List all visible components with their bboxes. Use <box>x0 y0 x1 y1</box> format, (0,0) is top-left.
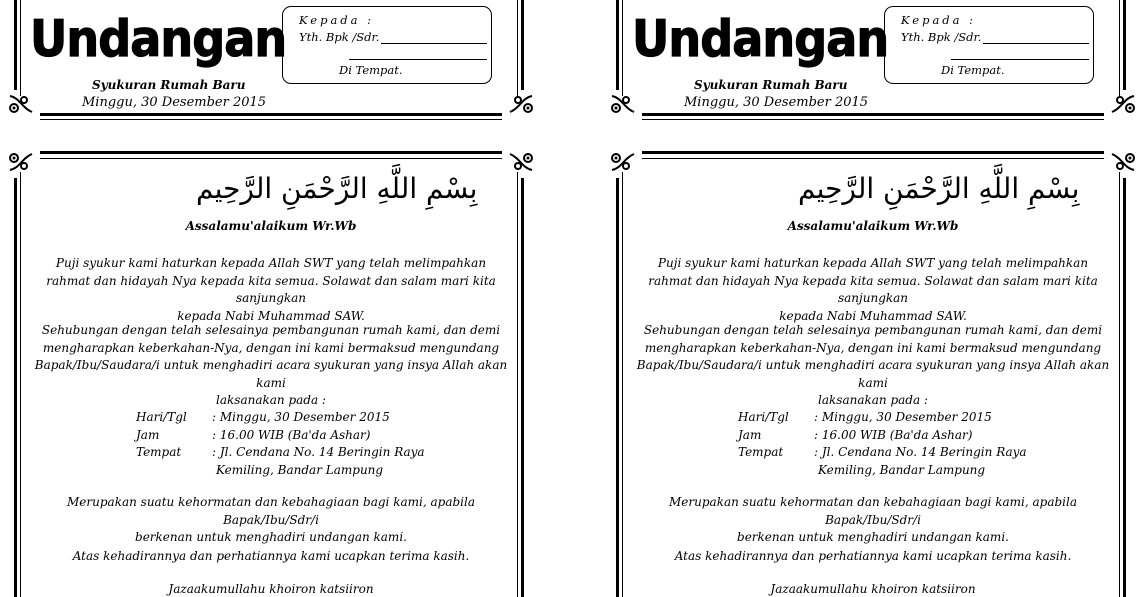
text-line: laksanakan pada : <box>216 393 326 407</box>
address-blank-line <box>951 59 1089 60</box>
address-box <box>282 6 492 84</box>
flourish-ornament-icon <box>608 92 638 118</box>
frame-line <box>642 158 1104 159</box>
frame-line <box>14 178 17 597</box>
day-value: : Minggu, 30 Desember 2015 <box>814 410 992 424</box>
day-label: Hari/Tgl <box>738 410 789 424</box>
invitation-title: Undangan <box>632 10 889 68</box>
greeting: Assalamu'alaikum Wr.Wb <box>185 219 357 233</box>
address-to-label: Kepada : <box>299 13 375 27</box>
flourish-ornament-icon <box>506 92 536 118</box>
flourish-ornament-icon <box>6 92 36 118</box>
frame-line <box>517 172 518 597</box>
time-label: Jam <box>136 427 160 442</box>
text-line: berkenan untuk menghadiri undangan kami. <box>737 530 1009 544</box>
place-value: : Jl. Cendana No. 14 Beringin Raya <box>814 445 1027 459</box>
frame-line <box>622 172 623 597</box>
paragraph-closing: Jazaakumullahu khoiron katsiiron <box>770 582 976 596</box>
text-line: Sehubungan dengan telah selesainya pembangunan rumah kami, dan demi <box>643 323 1103 337</box>
frame-line <box>1123 0 1126 90</box>
frame-line <box>1123 178 1126 597</box>
text-line: Merupakan suatu kehormatan dan kebahagiaan bagi kami, apabila Bapak/Ibu/Sdr/i <box>669 495 1077 527</box>
flourish-ornament-icon <box>608 148 638 174</box>
text-line: Bapak/Ibu/Saudara/i untuk menghadiri acara syukuran yang insya Allah akan kami <box>636 358 1110 390</box>
frame-line <box>622 0 623 96</box>
frame-line <box>1119 172 1120 597</box>
frame-line <box>14 0 17 90</box>
event-date: Minggu, 30 Desember 2015 <box>82 95 267 110</box>
event-date: Minggu, 30 Desember 2015 <box>684 95 869 110</box>
text-line: mengharapkan keberkahan-Nya, dengan ini kami bermaksud mengundang <box>42 340 500 355</box>
flourish-ornament-icon <box>506 148 536 174</box>
address-to-label: Kepada : <box>901 13 977 27</box>
text-line: rahmat dan hidayah Nya kepada kita semua. Solawat dan salam mari kita sanjungkan <box>46 273 496 305</box>
paragraph-purpose <box>628 322 1118 410</box>
frame-line <box>1119 0 1120 96</box>
frame-line <box>642 113 1104 116</box>
frame-line <box>40 113 502 116</box>
frame-line <box>40 119 502 120</box>
address-place-label: Di Tempat. <box>941 63 1005 77</box>
frame-line <box>517 0 518 96</box>
place-value-line2: Kemiling, Bandar Lampung <box>818 462 986 477</box>
invitation-card-left <box>6 0 536 597</box>
text-line: rahmat dan hidayah Nya kepada kita semua. Solawat dan salam mari kita sanjungkan <box>648 273 1098 305</box>
event-details <box>136 409 425 479</box>
place-label: Tempat <box>738 445 784 459</box>
address-blank-line <box>381 43 487 44</box>
place-label: Tempat <box>136 445 182 459</box>
address-blank-line <box>349 59 487 60</box>
frame-line <box>521 0 524 90</box>
time-label: Jam <box>738 427 762 442</box>
frame-line <box>40 151 502 154</box>
address-recipient-label: Yth. Bpk /Sdr. <box>299 30 380 44</box>
address-place-label: Di Tempat. <box>339 63 403 77</box>
paragraph-opening <box>628 255 1118 325</box>
frame-line <box>521 178 524 597</box>
text-line: kepada Nabi Muhammad SAW. <box>779 308 967 323</box>
greeting: Assalamu'alaikum Wr.Wb <box>787 219 959 233</box>
text-line: laksanakan pada : <box>818 393 928 407</box>
frame-line <box>642 119 1104 120</box>
address-box <box>884 6 1094 84</box>
frame-line <box>616 0 619 90</box>
address-recipient-label: Yth. Bpk /Sdr. <box>901 30 982 44</box>
text-line: kepada Nabi Muhammad SAW. <box>177 308 365 323</box>
event-subtitle: Syukuran Rumah Baru <box>694 78 848 92</box>
text-line: Puji syukur kami haturkan kepada Allah SWT yang telah melimpahkan <box>657 256 1089 270</box>
day-value: : Minggu, 30 Desember 2015 <box>212 410 390 424</box>
time-value: : 16.00 WIB (Ba'da Ashar) <box>212 427 371 442</box>
paragraph-closing: Jazaakumullahu khoiron katsiiron <box>168 582 374 596</box>
flourish-ornament-icon <box>1108 148 1138 174</box>
invitation-card-right <box>608 0 1138 597</box>
paragraph-honor <box>628 494 1118 547</box>
flourish-ornament-icon <box>1108 92 1138 118</box>
text-line: Sehubungan dengan telah selesainya pembangunan rumah kami, dan demi <box>41 323 501 337</box>
paragraph-purpose <box>26 322 516 410</box>
paragraph-honor <box>26 494 516 547</box>
frame-line <box>642 151 1104 154</box>
paragraph-opening <box>26 255 516 325</box>
flourish-ornament-icon <box>6 148 36 174</box>
paragraph-thanks: Atas kehadirannya dan perhatiannya kami ucapkan terima kasih. <box>674 549 1072 563</box>
frame-line <box>20 172 21 597</box>
text-line: Puji syukur kami haturkan kepada Allah SWT yang telah melimpahkan <box>55 256 487 270</box>
frame-line <box>20 0 21 96</box>
frame-line <box>40 158 502 159</box>
place-value-line2: Kemiling, Bandar Lampung <box>216 462 384 477</box>
frame-line <box>616 178 619 597</box>
invitation-title: Undangan <box>30 10 287 68</box>
paragraph-thanks: Atas kehadirannya dan perhatiannya kami ucapkan terima kasih. <box>72 549 470 563</box>
text-line: mengharapkan keberkahan-Nya, dengan ini kami bermaksud mengundang <box>644 340 1102 355</box>
address-blank-line <box>983 43 1089 44</box>
event-details <box>738 409 1027 479</box>
event-subtitle: Syukuran Rumah Baru <box>92 78 246 92</box>
text-line: Merupakan suatu kehormatan dan kebahagiaan bagi kami, apabila Bapak/Ibu/Sdr/i <box>67 495 475 527</box>
text-line: Bapak/Ibu/Saudara/i untuk menghadiri acara syukuran yang insya Allah akan kami <box>34 358 508 390</box>
day-label: Hari/Tgl <box>136 410 187 424</box>
place-value: : Jl. Cendana No. 14 Beringin Raya <box>212 445 425 459</box>
time-value: : 16.00 WIB (Ba'da Ashar) <box>814 427 973 442</box>
text-line: berkenan untuk menghadiri undangan kami. <box>135 530 407 544</box>
bismillah-calligraphy: بِسْمِ اللَّهِ الرَّحْمَنِ الرَّحِيم <box>798 172 1080 205</box>
bismillah-calligraphy: بِسْمِ اللَّهِ الرَّحْمَنِ الرَّحِيم <box>196 172 478 205</box>
